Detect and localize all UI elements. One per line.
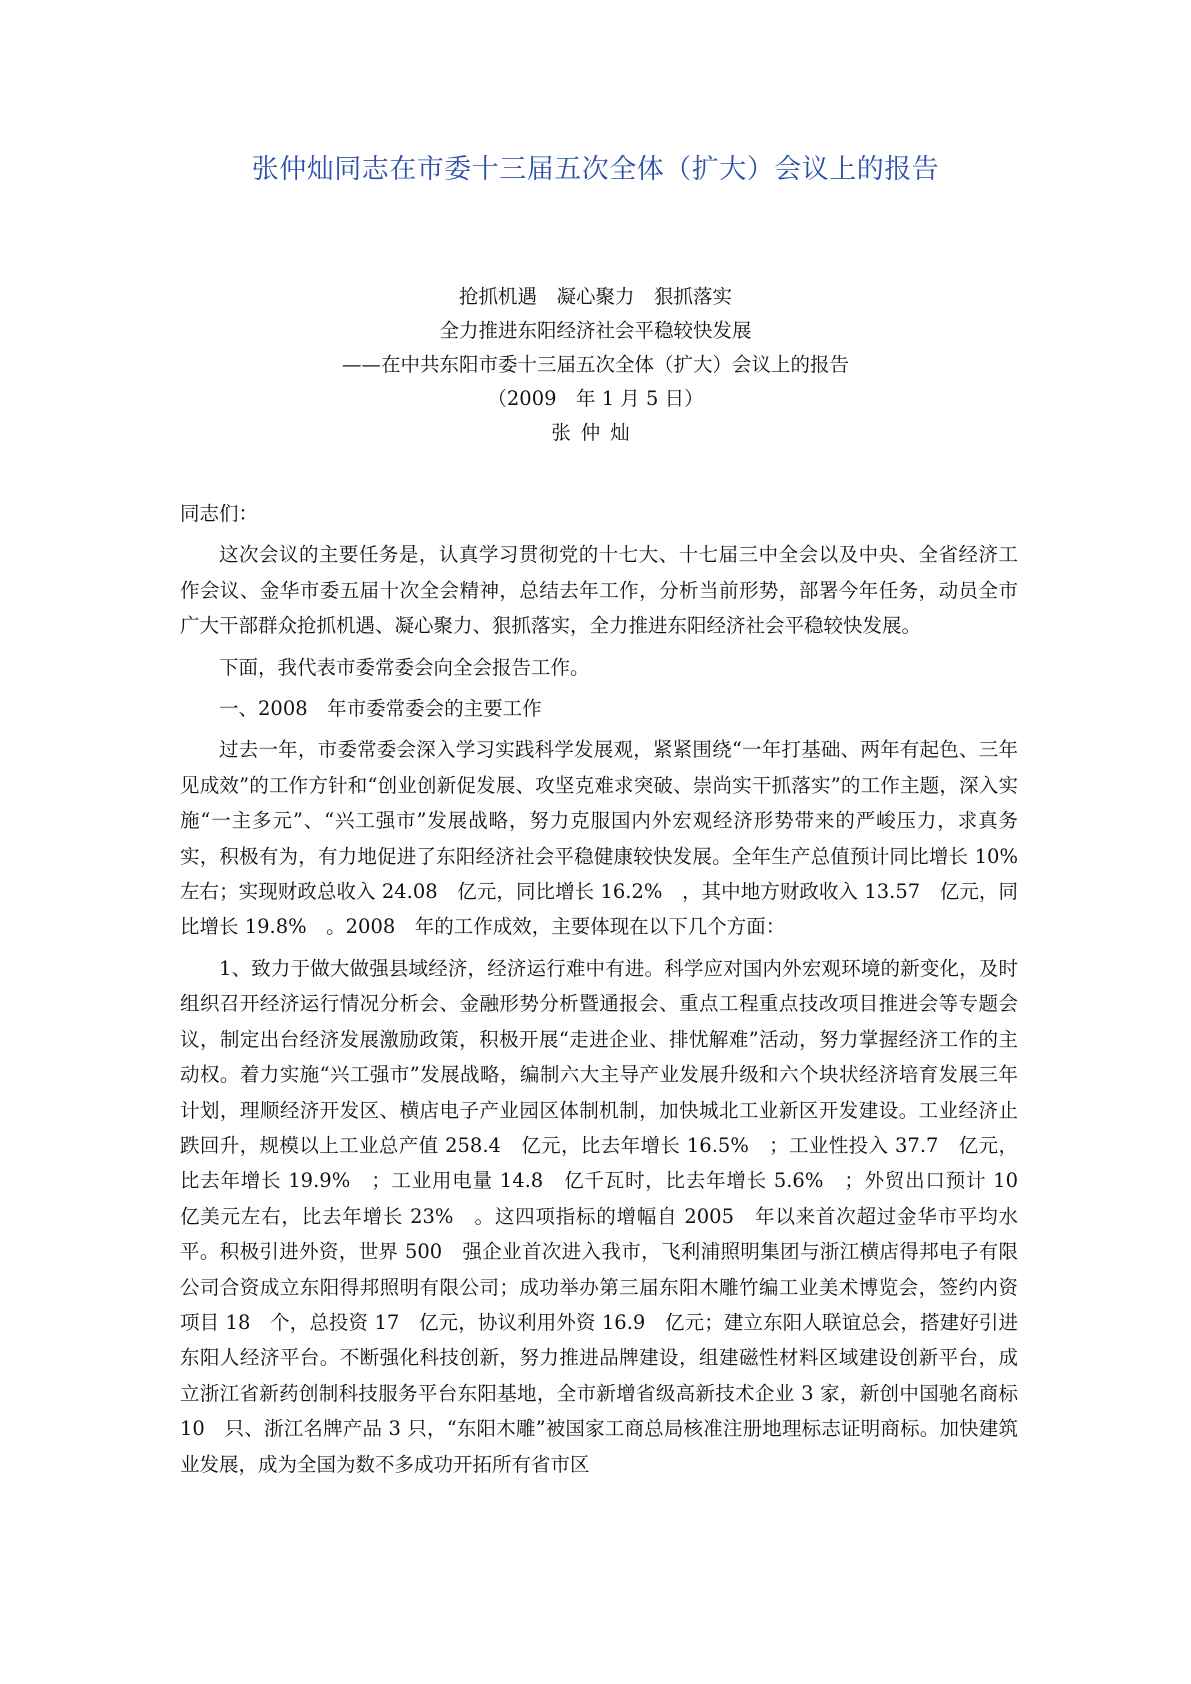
- report-body: [180, 496, 1038, 1482]
- report-heading: [0, 280, 1191, 450]
- heading-theme: 全力推进东阳经济社会平稳较快发展: [439, 319, 752, 342]
- paragraph-report-statement: 下面，我代表市委常委会向全会报告工作。: [219, 655, 590, 679]
- heading-subtitle: ——在中共东阳市委十三届五次全体（扩大）会议上的报告: [341, 353, 849, 376]
- paragraph-intro: 这次会议的主要任务是，认真学习贯彻党的十七大、十七届三中全会以及中央、全省经济工作会议、金华市委五届十次全会精神，总结去年工作，分析当前形势，部署今年任务，动员全市广大干部群众抢抓机遇、凝心聚力、狠抓落实，全力推进东阳经济社会平稳较快发展。: [180, 543, 1018, 638]
- heading-author: 张仲灿: [551, 421, 640, 444]
- salutation: 同志们：: [180, 502, 259, 525]
- heading-slogan: 抢抓机遇 凝心聚力 狠抓落实: [458, 285, 732, 308]
- paragraph-economy: 1、致力于做大做强县域经济，经济运行难中有进。科学应对国内外宏观环境的新变化，及时组织召开经济运行情况分析会、金融形势分析暨通报会、重点工程重点技改项目推进会等专题会议，制定出台经济发展激励政策，积极开展“走进企业、排忧解难”活动，努力掌握经济工作的主动权。着力实施“兴工强市”发展战略，编制六大主导产业发展升级和六个块状经济培育发展三年计划，理顺经济开发区、横店电子产业园区体制机制，加快城北工业新区开发建设。工业经济止跌回升，规模以上工业总产值 258.4 亿元，比去年增长 16.5% ；工业性投入 37.7 亿元，比去年增长 19.9% ；工业用电量 14.8 亿千瓦时，比去年增长 5.6% ；外贸出口预计 10 亿美元左右，比去年增长 23% 。这四项指标的增幅自 2005 年以来首次超过金华市平均水平。积极引进外资，世界 500 强企业首次进入我市，飞利浦照明集团与浙江横店得邦电子有限公司合资成立东阳得邦照明有限公司；成功举办第三届东阳木雕竹编工业美术博览会，签约内资项目 18 个，总投资 17 亿元，协议利用外资 16.9 亿元；建立东阳人联谊总会，搭建好引进东阳人经济平台。不断强化科技创新，努力推进品牌建设，组建磁性材料区域建设创新平台，成立浙江省新药创制科技服务平台东阳基地，全市新增省级高新技术企业 3 家，新创中国驰名商标 10 只、浙江名牌产品 3 只，“东阳木雕”被国家工商总局核准注册地理标志证明商标。加快建筑业发展，成为全国为数不多成功开拓所有省市区: [180, 956, 1038, 1476]
- document-title: 张仲灿同志在市委十三届五次全体（扩大）会议上的报告: [251, 154, 940, 185]
- section-heading-1: 一、2008 年市委常委会的主要工作: [219, 697, 542, 721]
- heading-date: （2009 年 1 月 5 日）: [487, 387, 704, 410]
- paragraph-overview: 过去一年，市委常委会深入学习实践科学发展观，紧紧围绕“一年打基础、两年有起色、三年见成效”的工作方针和“创业创新促发展、攻坚克难求突破、崇尚实干抓落实”的工作主题，深入实施“一主多元”、“兴工强市”发展战略，努力克服国内外宏观经济形势带来的严峻压力，求真务实，积极有为，有力地促进了东阳经济社会平稳健康较快发展。全年生产总值预计同比增长 10% 左右；实现财政总收入 24.08 亿元，同比增长 16.2% ，其中地方财政收入 13.57 亿元，同比增长 19.8% 。2008 年的工作成效，主要体现在以下几个方面：: [180, 738, 1038, 939]
